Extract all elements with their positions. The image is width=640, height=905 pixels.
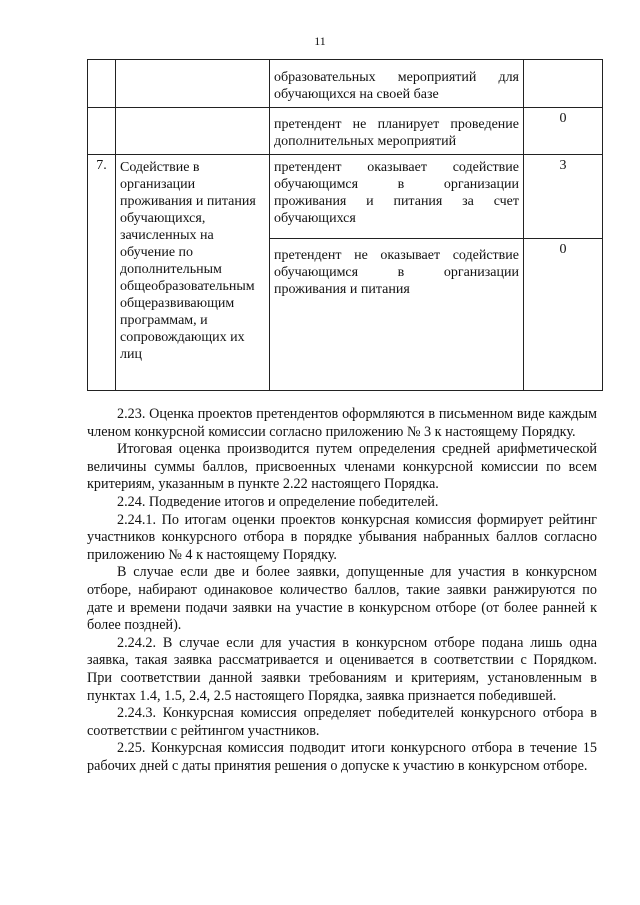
paragraph: Итоговая оценка производится путем определения средней арифметической величины суммы баллов, присвоенных членами конкурсной комиссии по всем критериям, указанным в пункте 2.22 настоящего Порядка. [87,441,597,493]
score-cell: 0 [524,239,603,391]
score-cell [524,60,603,108]
criterion-cell [116,60,270,108]
description-cell: претендент оказывает содействие обучающимся в организации проживания и питания за счет обучающихся [270,155,524,239]
page-number: 11 [314,34,326,48]
criterion-cell [116,108,270,155]
row-number-cell [88,108,116,155]
paragraph: 2.24.2. В случае если для участия в конкурсном отборе подана лишь одна заявка, такая заявка рассматривается и оценивается в соответствии с Порядком. При соответствии данной заявки требованиям и критериям, установленным в пунктах 1.4, 1.5, 2.4, 2.5 настоящего Порядка, заявка признается победившей. [87,634,597,704]
description-cell: претендент не планирует проведение дополнительных мероприятий [270,108,524,155]
criterion-cell: Содействие в организации проживания и питания обучающихся, зачисленных на обучение по дополнительным общеобразовательным общеразвивающим программам, и сопровождающих их лиц [116,155,270,391]
score-cell: 3 [524,155,603,239]
row-number-cell: 7. [88,155,116,391]
table-row [88,60,603,108]
row-number-cell [88,60,116,108]
score-cell: 0 [524,108,603,155]
description-cell: образовательных мероприятий для обучающихся на своей базе [270,60,524,108]
table-row [88,155,603,239]
paragraph: 2.24.1. По итогам оценки проектов конкурсная комиссия формирует рейтинг участников конкурсного отбора в порядке убывания набранных баллов согласно приложению № 4 к настоящему Порядку. [87,511,597,563]
paragraph: 2.24. Подведение итогов и определение победителей. [117,493,439,510]
body-text [87,406,597,775]
criteria-table [87,59,603,391]
paragraph: 2.23. Оценка проектов претендентов оформляются в письменном виде каждым членом конкурсной комиссии согласно приложению № 3 к настоящему Порядку. [87,406,597,440]
paragraph: В случае если две и более заявки, допущенные для участия в конкурсном отборе, набирают одинаковое количество баллов, такие заявки ранжируются по дате и времени подачи заявки на участие в конкурсном отборе (от более ранней к более поздней). [87,564,597,634]
table-row [88,108,603,155]
paragraph: 2.24.3. Конкурсная комиссия определяет победителей конкурсного отбора в соответствии с рейтингом участников. [87,705,597,739]
description-cell: претендент не оказывает содействие обучающимся в организации проживания и питания [270,239,524,391]
paragraph: 2.25. Конкурсная комиссия подводит итоги конкурсного отбора в течение 15 рабочих дней с даты принятия решения о допуске к участию в конкурсном отборе. [87,740,597,774]
